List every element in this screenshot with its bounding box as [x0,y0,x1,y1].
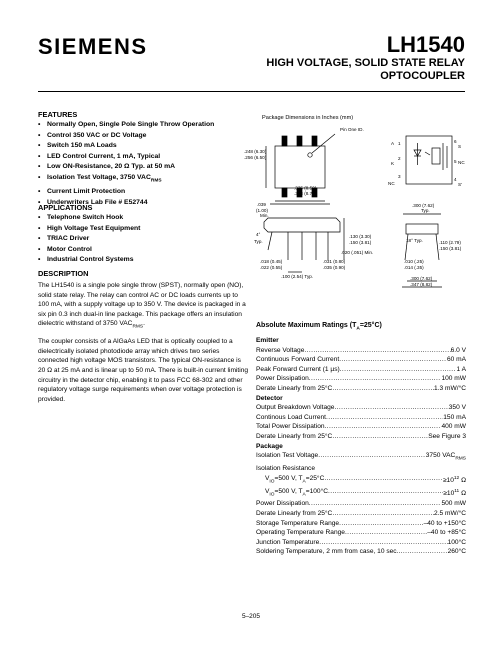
product-title [266,57,465,83]
rating-row [256,474,466,487]
description-paragraph-1 [38,281,250,332]
rating-value: –40 to +150°C [423,519,466,527]
ratings-heading-end: =25°C) [359,322,382,329]
rating-label: Total Power Dissipation [256,423,325,431]
rating-row [256,432,466,442]
rating-value: –40 to +85°C [427,529,466,537]
ta-temp: =25°C [305,474,325,482]
feature-item: • Normally Open, Single Pole Single Throw Operation [38,120,214,131]
ta-temp: =100°C [305,487,329,495]
rating-value: 2.5 mW/°C [434,510,466,518]
res-exp: 11 [454,488,460,494]
dim-130: .130 (3.30) [349,234,372,239]
schematic-label-s-prime: S' [458,182,462,187]
rating-label: Power Dissipation [256,375,309,383]
dim-150: .150 (3.81) [349,240,372,245]
rating-row [256,519,466,529]
rating-value [426,451,466,464]
feature-isolation-sub: RMS [150,178,162,184]
absolute-maximum-ratings [256,321,466,557]
product-title-line-1: HIGH VOLTAGE, SOLID STATE RELAY [266,57,465,69]
rating-row [256,547,466,557]
application-item: • Industrial Control Systems [38,255,140,266]
rating-value: See Figure 3 [428,432,466,440]
rating-row [256,509,466,519]
dim-110: .110 (2.79) [439,240,461,245]
dim-014: .014 (.35) [404,265,424,270]
rating-row [256,355,466,365]
dim-020: .020 (.051) Min. [341,250,374,255]
feature-item: • Control 350 VAC or DC Voltage [38,131,214,142]
page-number: 5–205 [241,613,261,620]
dim-335: .335 (8.50) [294,185,317,191]
schematic-pin-4: 4 [454,177,457,182]
rating-label: Continous Load Current [256,413,327,421]
vio-mid: =500 V, T [274,487,303,495]
res-base: ≥10 [442,476,454,484]
rating-label: Isolation Test Voltage [256,452,319,460]
rating-row [256,384,466,394]
ratings-heading-text: Absolute Maximum Ratings (T [256,322,357,329]
dim-300-bottom: .300 (7.62) [410,276,433,281]
rating-value: 260°C [447,548,466,556]
rating-value: 500 mW [441,500,466,508]
rating-row [256,451,466,464]
rating-value [443,474,466,487]
applications-list [38,213,140,266]
diagram-caption: Package Dimensions in Inches (mm) [262,115,354,121]
feature-item: • Low ON-Resistance, 20 Ω Typ. at 50 mA [38,162,214,173]
schematic-pin-3: 3 [398,174,401,179]
ratings-heading-sub: A [356,326,360,332]
dim-min: Min. [260,213,269,218]
description-p1-sub: RMS [132,324,144,330]
dim-300-top: .300 (7.62) [412,203,435,208]
rating-value-sub: RMS [455,456,466,462]
res-unit: Ω [459,489,466,497]
vio-sub: IO [269,478,275,484]
rating-row [256,413,466,423]
dim-343: .343 (8.70) [294,191,317,196]
ta-sub: A [302,478,306,484]
schematic-pin-6: 6 [454,139,457,144]
schematic-pin-2: 2 [398,156,401,161]
features-heading: FEATURES [38,110,78,119]
schematic-label-k: K [391,161,395,166]
dim-18deg: 18° Typ. [406,238,423,243]
dim-035: .035 (0.90) [323,265,346,270]
dim-100: .100 (2.54) Typ. [281,274,314,279]
dim-4deg: 4° [256,232,261,237]
feature-item: • Switch 150 mA Loads [38,141,214,152]
rating-label: Derate Linearly from 25°C [256,510,333,518]
rating-label: Soldering Temperature, 2 mm from case, 10 sec. [256,548,399,556]
schematic-pin-5: 5 [454,159,457,164]
rating-label: Power Dissipation [256,500,309,508]
schematic-label-s: S [458,144,462,149]
applications-section [38,203,140,266]
section-detector: Detector [256,394,283,402]
dim-256: .256 (6.50) [244,155,267,160]
product-title-line-2: OPTOCOUPLER [380,70,465,82]
schematic-label-nc-right: NC [458,160,465,165]
rating-label: Continuous Forward Current [256,356,340,364]
description-p1-end: . [143,320,145,328]
rating-row [256,403,466,413]
rating-value: 350 V [448,404,466,412]
application-item: • TRIAC Driver [38,234,140,245]
pin-schematic [406,136,452,184]
part-number: LH1540 [386,32,465,57]
rating-label: Junction Temperature [256,538,320,546]
rating-value: 400 mW [441,423,466,431]
schematic-label-a: A [391,141,395,146]
schematic-label-nc-left: NC [388,181,395,186]
section-emitter: Emitter [256,336,279,344]
rating-row [256,422,466,432]
rating-label: Storage Temperature Range [256,519,340,527]
rating-value: 6.0 V [450,346,466,354]
vio-mid: =500 V, T [274,474,303,482]
rating-row [256,499,466,509]
feature-item-isolation [38,173,214,187]
dim-039: .039 [257,202,266,207]
rating-value-text: 3750 VAC [425,452,456,460]
schematic-pin-1: 1 [398,141,401,146]
rating-value: 1.3 mW/°C [434,384,466,392]
rating-value: 150 mA [443,413,466,421]
dim-4deg-typ: Typ. [254,239,263,244]
section-package: Package [256,442,283,450]
description-paragraph-2: The coupler consists of a AlGaAs LED that is optically coupled to a dielectrically isolated photodiode array which drives two series connected high voltage MOS transistors. The typical ON-resistance is 20 Ω at 25 mA and is linear up to 50 mA. There is built-in current limiting circuitry in the detector chip, enabling it to pass FCC 68-302 and other regulatory voltage surge requirements when over voltage protection is provided. [38,338,249,403]
rating-label: Derate Linearly from 25°C [256,432,333,440]
feature-item: • Current Limit Protection [38,187,214,198]
brand-logo: SIEMENS [38,34,148,59]
package-dimensions-figure [240,110,470,310]
rating-row [256,365,466,375]
description-section [38,269,250,404]
dim-018: .018 (0.45) [260,259,283,264]
rating-row [256,346,466,356]
rating-label [265,487,328,500]
rating-row [256,528,466,538]
rating-value: 100 mW [441,375,466,383]
dim-300-top-typ: Typ. [421,208,430,213]
feature-item: • LED Control Current, 1 mA, Typical [38,152,214,163]
dim-022: .022 (0.55) [260,265,283,270]
res-exp: 12 [453,475,460,481]
header-divider [38,91,465,92]
application-item: • Motor Control [38,245,140,256]
rating-label: Peak Forward Current (1 µs) [256,365,340,373]
vio-v: V [265,474,270,482]
res-unit: Ω [459,476,466,484]
rating-label: Reverse Voltage [256,346,305,354]
ta-sub: A [302,491,306,497]
applications-heading: APPLICATIONS [38,203,93,212]
rating-value: 1 A [456,365,466,373]
dim-010: .010 (.25) [404,259,424,264]
rating-value [443,487,466,500]
rating-row [256,374,466,384]
features-list [38,120,214,208]
description-heading: DESCRIPTION [38,269,89,278]
vio-sub: IO [269,491,275,497]
res-base: ≥10 [443,489,455,497]
dim-347: .347 (8.82) [410,282,433,287]
rating-value: 60 mA [446,356,466,364]
feature-isolation-text: Isolation Test Voltage, 3750 VAC [47,173,151,181]
rating-label-isolation-resistance: Isolation Resistance [256,465,316,473]
application-item: • Telephone Switch Hook [38,213,140,224]
feature-item: • Underwriters Lab File # E52744 [38,198,214,209]
application-item: • High Voltage Test Equipment [38,224,140,235]
rating-value: 100°C [447,538,466,546]
ratings-heading [256,321,466,334]
rating-label: Output Breakdown Voltage [256,404,335,412]
rating-label: Derate Linearly from 25°C [256,384,333,392]
features-section [38,110,214,208]
rating-label: Operating Temperature Range [256,529,345,537]
dim-150b: .150 (3.81) [439,246,462,251]
description-p1-text: The LH1540 is a single pole single throw (SPST), normally open (NO), solid state relay. The relay can control AC or DC loads currents up to 100 mA, with a supply voltage up to 350 V. The device is packaged in a six pin 0.3 inch dual-in line package. This package offers an insulation dielectric withstand of 3750 VAC [38,282,246,328]
rating-row [256,487,466,500]
dim-248: .248 (6.30) [244,149,267,154]
dim-100mm: (1.00) [256,208,269,213]
dim-031: .031 (0.80) [323,259,346,264]
package-drawing [240,110,470,310]
pin-one-label: Pin One ID. [340,127,364,132]
rating-label [265,474,324,487]
vio-v: V [265,487,270,495]
rating-row [256,538,466,548]
